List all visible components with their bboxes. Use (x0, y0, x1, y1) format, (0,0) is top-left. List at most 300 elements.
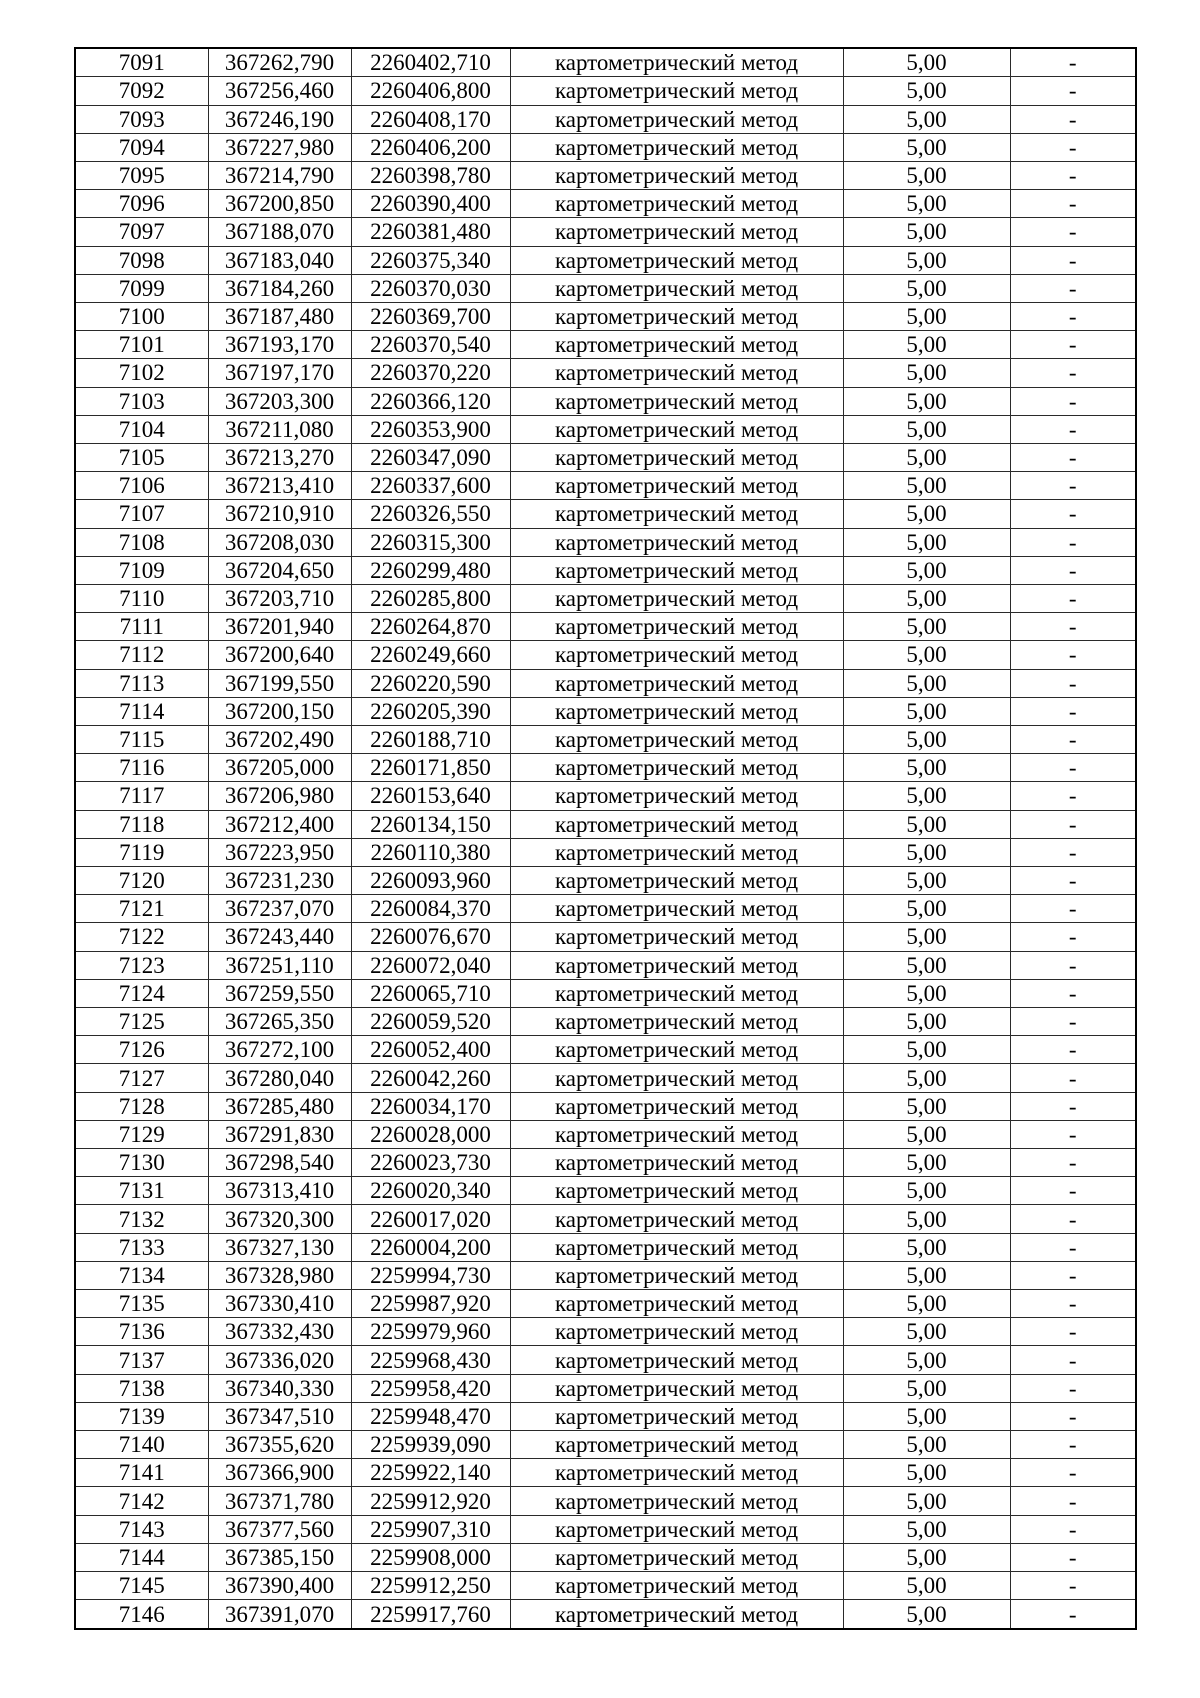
table-row (75, 1290, 1136, 1318)
table-row (75, 1205, 1136, 1233)
cell-y-coordinate: 2259922,140 (351, 1459, 510, 1487)
cell-accuracy: 5,00 (843, 1233, 1010, 1261)
cell-note: - (1010, 246, 1136, 274)
cell-method: картометрический метод (510, 331, 843, 359)
cell-accuracy: 5,00 (843, 754, 1010, 782)
cell-x-coordinate: 367330,410 (208, 1290, 351, 1318)
cell-x-coordinate: 367328,980 (208, 1261, 351, 1289)
cell-note: - (1010, 1431, 1136, 1459)
table-row (75, 48, 1136, 77)
table-row (75, 1600, 1136, 1629)
cell-point-number: 7131 (75, 1177, 208, 1205)
cell-x-coordinate: 367231,230 (208, 866, 351, 894)
cell-point-number: 7120 (75, 866, 208, 894)
cell-y-coordinate: 2260366,120 (351, 387, 510, 415)
cell-accuracy: 5,00 (843, 331, 1010, 359)
cell-y-coordinate: 2259958,420 (351, 1374, 510, 1402)
cell-y-coordinate: 2260059,520 (351, 1008, 510, 1036)
cell-y-coordinate: 2260034,170 (351, 1092, 510, 1120)
cell-method: картометрический метод (510, 1487, 843, 1515)
cell-method: картометрический метод (510, 133, 843, 161)
table-row (75, 500, 1136, 528)
cell-accuracy: 5,00 (843, 782, 1010, 810)
cell-note: - (1010, 584, 1136, 612)
table-row (75, 1177, 1136, 1205)
cell-note: - (1010, 641, 1136, 669)
cell-method: картометрический метод (510, 1402, 843, 1430)
cell-point-number: 7116 (75, 754, 208, 782)
cell-note: - (1010, 1318, 1136, 1346)
cell-x-coordinate: 367187,480 (208, 302, 351, 330)
cell-x-coordinate: 367213,410 (208, 472, 351, 500)
cell-point-number: 7133 (75, 1233, 208, 1261)
cell-x-coordinate: 367272,100 (208, 1036, 351, 1064)
cell-x-coordinate: 367327,130 (208, 1233, 351, 1261)
table-row (75, 1318, 1136, 1346)
table-row (75, 190, 1136, 218)
cell-x-coordinate: 367203,710 (208, 584, 351, 612)
cell-method: картометрический метод (510, 1572, 843, 1600)
cell-note: - (1010, 782, 1136, 810)
cell-x-coordinate: 367200,850 (208, 190, 351, 218)
cell-point-number: 7099 (75, 274, 208, 302)
cell-accuracy: 5,00 (843, 1543, 1010, 1571)
cell-note: - (1010, 1374, 1136, 1402)
cell-accuracy: 5,00 (843, 1431, 1010, 1459)
cell-note: - (1010, 1459, 1136, 1487)
cell-x-coordinate: 367188,070 (208, 218, 351, 246)
cell-method: картометрический метод (510, 556, 843, 584)
cell-point-number: 7146 (75, 1600, 208, 1629)
cell-y-coordinate: 2260171,850 (351, 754, 510, 782)
cell-point-number: 7112 (75, 641, 208, 669)
cell-note: - (1010, 810, 1136, 838)
cell-accuracy: 5,00 (843, 105, 1010, 133)
cell-accuracy: 5,00 (843, 697, 1010, 725)
cell-y-coordinate: 2260076,670 (351, 923, 510, 951)
table-row (75, 1431, 1136, 1459)
cell-y-coordinate: 2259979,960 (351, 1318, 510, 1346)
cell-note: - (1010, 1402, 1136, 1430)
cell-x-coordinate: 367340,330 (208, 1374, 351, 1402)
table-row (75, 895, 1136, 923)
cell-method: картометрический метод (510, 1346, 843, 1374)
cell-accuracy: 5,00 (843, 838, 1010, 866)
cell-y-coordinate: 2259912,250 (351, 1572, 510, 1600)
cell-y-coordinate: 2260264,870 (351, 613, 510, 641)
cell-note: - (1010, 387, 1136, 415)
cell-accuracy: 5,00 (843, 472, 1010, 500)
cell-method: картометрический метод (510, 866, 843, 894)
cell-point-number: 7127 (75, 1064, 208, 1092)
cell-x-coordinate: 367391,070 (208, 1600, 351, 1629)
cell-note: - (1010, 1092, 1136, 1120)
cell-x-coordinate: 367202,490 (208, 725, 351, 753)
cell-point-number: 7106 (75, 472, 208, 500)
cell-y-coordinate: 2260084,370 (351, 895, 510, 923)
cell-method: картометрический метод (510, 1261, 843, 1289)
coordinates-table-body (75, 48, 1136, 1629)
cell-y-coordinate: 2260347,090 (351, 443, 510, 471)
cell-method: картометрический метод (510, 1515, 843, 1543)
cell-accuracy: 5,00 (843, 1261, 1010, 1289)
cell-x-coordinate: 367355,620 (208, 1431, 351, 1459)
cell-note: - (1010, 979, 1136, 1007)
cell-y-coordinate: 2260004,200 (351, 1233, 510, 1261)
cell-method: картометрический метод (510, 302, 843, 330)
cell-accuracy: 5,00 (843, 302, 1010, 330)
cell-y-coordinate: 2260370,540 (351, 331, 510, 359)
cell-x-coordinate: 367199,550 (208, 669, 351, 697)
cell-accuracy: 5,00 (843, 613, 1010, 641)
table-row (75, 331, 1136, 359)
cell-y-coordinate: 2260370,220 (351, 359, 510, 387)
cell-y-coordinate: 2259948,470 (351, 1402, 510, 1430)
cell-point-number: 7107 (75, 500, 208, 528)
table-row (75, 838, 1136, 866)
cell-point-number: 7128 (75, 1092, 208, 1120)
table-row (75, 1149, 1136, 1177)
cell-method: картометрический метод (510, 1177, 843, 1205)
cell-point-number: 7142 (75, 1487, 208, 1515)
cell-point-number: 7137 (75, 1346, 208, 1374)
cell-accuracy: 5,00 (843, 415, 1010, 443)
cell-note: - (1010, 133, 1136, 161)
cell-method: картометрический метод (510, 754, 843, 782)
cell-note: - (1010, 1346, 1136, 1374)
cell-point-number: 7108 (75, 528, 208, 556)
cell-point-number: 7111 (75, 613, 208, 641)
cell-x-coordinate: 367205,000 (208, 754, 351, 782)
cell-note: - (1010, 1064, 1136, 1092)
cell-y-coordinate: 2259917,760 (351, 1600, 510, 1629)
cell-method: картометрический метод (510, 895, 843, 923)
cell-accuracy: 5,00 (843, 979, 1010, 1007)
cell-accuracy: 5,00 (843, 1402, 1010, 1430)
cell-note: - (1010, 274, 1136, 302)
cell-note: - (1010, 218, 1136, 246)
cell-method: картометрический метод (510, 1205, 843, 1233)
cell-y-coordinate: 2259912,920 (351, 1487, 510, 1515)
cell-method: картометрический метод (510, 923, 843, 951)
cell-x-coordinate: 367203,300 (208, 387, 351, 415)
cell-note: - (1010, 697, 1136, 725)
table-row (75, 613, 1136, 641)
cell-x-coordinate: 367200,150 (208, 697, 351, 725)
cell-note: - (1010, 556, 1136, 584)
cell-point-number: 7139 (75, 1402, 208, 1430)
cell-accuracy: 5,00 (843, 133, 1010, 161)
cell-point-number: 7138 (75, 1374, 208, 1402)
cell-point-number: 7097 (75, 218, 208, 246)
cell-x-coordinate: 367298,540 (208, 1149, 351, 1177)
cell-method: картометрический метод (510, 218, 843, 246)
cell-point-number: 7095 (75, 161, 208, 189)
cell-note: - (1010, 1008, 1136, 1036)
cell-accuracy: 5,00 (843, 1600, 1010, 1629)
cell-note: - (1010, 923, 1136, 951)
cell-accuracy: 5,00 (843, 77, 1010, 105)
cell-point-number: 7141 (75, 1459, 208, 1487)
cell-y-coordinate: 2260220,590 (351, 669, 510, 697)
cell-x-coordinate: 367184,260 (208, 274, 351, 302)
cell-accuracy: 5,00 (843, 1459, 1010, 1487)
cell-method: картометрический метод (510, 472, 843, 500)
cell-point-number: 7140 (75, 1431, 208, 1459)
table-row (75, 1515, 1136, 1543)
cell-note: - (1010, 190, 1136, 218)
cell-y-coordinate: 2260052,400 (351, 1036, 510, 1064)
cell-accuracy: 5,00 (843, 1290, 1010, 1318)
cell-method: картометрический метод (510, 1149, 843, 1177)
table-row (75, 133, 1136, 161)
cell-x-coordinate: 367265,350 (208, 1008, 351, 1036)
cell-x-coordinate: 367237,070 (208, 895, 351, 923)
cell-x-coordinate: 367256,460 (208, 77, 351, 105)
cell-x-coordinate: 367227,980 (208, 133, 351, 161)
cell-method: картометрический метод (510, 1064, 843, 1092)
cell-point-number: 7096 (75, 190, 208, 218)
cell-point-number: 7103 (75, 387, 208, 415)
cell-note: - (1010, 472, 1136, 500)
cell-note: - (1010, 669, 1136, 697)
cell-accuracy: 5,00 (843, 810, 1010, 838)
cell-method: картометрический метод (510, 1036, 843, 1064)
cell-accuracy: 5,00 (843, 246, 1010, 274)
cell-note: - (1010, 1290, 1136, 1318)
cell-method: картометрический метод (510, 1431, 843, 1459)
cell-y-coordinate: 2260188,710 (351, 725, 510, 753)
cell-point-number: 7124 (75, 979, 208, 1007)
cell-y-coordinate: 2260028,000 (351, 1120, 510, 1148)
cell-x-coordinate: 367280,040 (208, 1064, 351, 1092)
cell-x-coordinate: 367243,440 (208, 923, 351, 951)
cell-x-coordinate: 367332,430 (208, 1318, 351, 1346)
cell-accuracy: 5,00 (843, 1092, 1010, 1120)
cell-note: - (1010, 1515, 1136, 1543)
cell-method: картометрический метод (510, 584, 843, 612)
coordinates-table (74, 47, 1137, 1630)
cell-method: картометрический метод (510, 528, 843, 556)
cell-accuracy: 5,00 (843, 359, 1010, 387)
table-row (75, 105, 1136, 133)
cell-point-number: 7123 (75, 951, 208, 979)
cell-method: картометрический метод (510, 415, 843, 443)
table-row (75, 923, 1136, 951)
cell-point-number: 7136 (75, 1318, 208, 1346)
table-row (75, 1572, 1136, 1600)
table-row (75, 302, 1136, 330)
cell-method: картометрический метод (510, 697, 843, 725)
table-row (75, 1008, 1136, 1036)
cell-y-coordinate: 2260042,260 (351, 1064, 510, 1092)
cell-note: - (1010, 1233, 1136, 1261)
cell-note: - (1010, 359, 1136, 387)
cell-y-coordinate: 2260375,340 (351, 246, 510, 274)
cell-note: - (1010, 161, 1136, 189)
cell-accuracy: 5,00 (843, 528, 1010, 556)
cell-accuracy: 5,00 (843, 669, 1010, 697)
cell-point-number: 7115 (75, 725, 208, 753)
cell-method: картометрический метод (510, 246, 843, 274)
cell-accuracy: 5,00 (843, 725, 1010, 753)
table-row (75, 1261, 1136, 1289)
cell-point-number: 7118 (75, 810, 208, 838)
cell-note: - (1010, 1149, 1136, 1177)
cell-accuracy: 5,00 (843, 1120, 1010, 1148)
cell-method: картометрический метод (510, 1374, 843, 1402)
cell-note: - (1010, 415, 1136, 443)
cell-note: - (1010, 754, 1136, 782)
cell-note: - (1010, 951, 1136, 979)
cell-note: - (1010, 302, 1136, 330)
cell-y-coordinate: 2259908,000 (351, 1543, 510, 1571)
cell-y-coordinate: 2260381,480 (351, 218, 510, 246)
cell-y-coordinate: 2260249,660 (351, 641, 510, 669)
cell-method: картометрический метод (510, 1008, 843, 1036)
table-row (75, 77, 1136, 105)
cell-note: - (1010, 528, 1136, 556)
cell-note: - (1010, 1205, 1136, 1233)
cell-y-coordinate: 2260390,400 (351, 190, 510, 218)
cell-point-number: 7105 (75, 443, 208, 471)
cell-x-coordinate: 367285,480 (208, 1092, 351, 1120)
table-row (75, 246, 1136, 274)
cell-y-coordinate: 2260402,710 (351, 48, 510, 77)
cell-accuracy: 5,00 (843, 556, 1010, 584)
cell-x-coordinate: 367347,510 (208, 1402, 351, 1430)
cell-method: картометрический метод (510, 979, 843, 1007)
cell-x-coordinate: 367197,170 (208, 359, 351, 387)
cell-x-coordinate: 367193,170 (208, 331, 351, 359)
cell-point-number: 7092 (75, 77, 208, 105)
cell-x-coordinate: 367259,550 (208, 979, 351, 1007)
cell-accuracy: 5,00 (843, 1177, 1010, 1205)
table-row (75, 1374, 1136, 1402)
cell-accuracy: 5,00 (843, 274, 1010, 302)
cell-accuracy: 5,00 (843, 500, 1010, 528)
cell-point-number: 7119 (75, 838, 208, 866)
cell-point-number: 7117 (75, 782, 208, 810)
cell-method: картометрический метод (510, 48, 843, 77)
table-row (75, 697, 1136, 725)
cell-x-coordinate: 367212,400 (208, 810, 351, 838)
cell-accuracy: 5,00 (843, 895, 1010, 923)
cell-point-number: 7114 (75, 697, 208, 725)
table-row (75, 584, 1136, 612)
cell-note: - (1010, 77, 1136, 105)
table-row (75, 274, 1136, 302)
cell-y-coordinate: 2260017,020 (351, 1205, 510, 1233)
cell-point-number: 7110 (75, 584, 208, 612)
table-row (75, 1120, 1136, 1148)
cell-y-coordinate: 2260406,800 (351, 77, 510, 105)
cell-accuracy: 5,00 (843, 923, 1010, 951)
cell-point-number: 7104 (75, 415, 208, 443)
cell-method: картометрический метод (510, 190, 843, 218)
cell-point-number: 7091 (75, 48, 208, 77)
cell-accuracy: 5,00 (843, 1205, 1010, 1233)
cell-y-coordinate: 2260093,960 (351, 866, 510, 894)
cell-point-number: 7130 (75, 1149, 208, 1177)
cell-method: картометрический метод (510, 1459, 843, 1487)
cell-note: - (1010, 838, 1136, 866)
cell-y-coordinate: 2259939,090 (351, 1431, 510, 1459)
cell-x-coordinate: 367211,080 (208, 415, 351, 443)
table-row (75, 641, 1136, 669)
cell-point-number: 7126 (75, 1036, 208, 1064)
cell-accuracy: 5,00 (843, 1487, 1010, 1515)
cell-y-coordinate: 2260285,800 (351, 584, 510, 612)
cell-note: - (1010, 866, 1136, 894)
table-row (75, 951, 1136, 979)
table-row (75, 472, 1136, 500)
cell-note: - (1010, 1036, 1136, 1064)
table-row (75, 161, 1136, 189)
cell-y-coordinate: 2260337,600 (351, 472, 510, 500)
table-row (75, 1036, 1136, 1064)
table-row (75, 1543, 1136, 1571)
cell-accuracy: 5,00 (843, 161, 1010, 189)
cell-y-coordinate: 2260065,710 (351, 979, 510, 1007)
cell-point-number: 7100 (75, 302, 208, 330)
cell-accuracy: 5,00 (843, 866, 1010, 894)
cell-accuracy: 5,00 (843, 641, 1010, 669)
cell-point-number: 7101 (75, 331, 208, 359)
cell-x-coordinate: 367183,040 (208, 246, 351, 274)
table-row (75, 669, 1136, 697)
table-row (75, 528, 1136, 556)
cell-method: картометрический метод (510, 1543, 843, 1571)
cell-x-coordinate: 367223,950 (208, 838, 351, 866)
cell-method: картометрический метод (510, 669, 843, 697)
cell-x-coordinate: 367204,650 (208, 556, 351, 584)
cell-accuracy: 5,00 (843, 1036, 1010, 1064)
table-row (75, 1064, 1136, 1092)
cell-method: картометрический метод (510, 274, 843, 302)
cell-method: картометрический метод (510, 359, 843, 387)
cell-point-number: 7093 (75, 105, 208, 133)
cell-note: - (1010, 105, 1136, 133)
table-row (75, 1402, 1136, 1430)
cell-note: - (1010, 613, 1136, 641)
cell-point-number: 7143 (75, 1515, 208, 1543)
cell-note: - (1010, 1543, 1136, 1571)
cell-y-coordinate: 2260353,900 (351, 415, 510, 443)
cell-y-coordinate: 2260110,380 (351, 838, 510, 866)
cell-note: - (1010, 500, 1136, 528)
cell-y-coordinate: 2260369,700 (351, 302, 510, 330)
cell-method: картометрический метод (510, 500, 843, 528)
cell-y-coordinate: 2260023,730 (351, 1149, 510, 1177)
cell-y-coordinate: 2260406,200 (351, 133, 510, 161)
cell-method: картометрический метод (510, 1120, 843, 1148)
cell-note: - (1010, 1572, 1136, 1600)
cell-method: картометрический метод (510, 1600, 843, 1629)
cell-x-coordinate: 367251,110 (208, 951, 351, 979)
cell-y-coordinate: 2260072,040 (351, 951, 510, 979)
cell-method: картометрический метод (510, 951, 843, 979)
cell-accuracy: 5,00 (843, 218, 1010, 246)
cell-y-coordinate: 2260370,030 (351, 274, 510, 302)
cell-x-coordinate: 367366,900 (208, 1459, 351, 1487)
table-row (75, 725, 1136, 753)
table-row (75, 1487, 1136, 1515)
cell-point-number: 7129 (75, 1120, 208, 1148)
cell-note: - (1010, 331, 1136, 359)
cell-y-coordinate: 2259968,430 (351, 1346, 510, 1374)
cell-x-coordinate: 367390,400 (208, 1572, 351, 1600)
